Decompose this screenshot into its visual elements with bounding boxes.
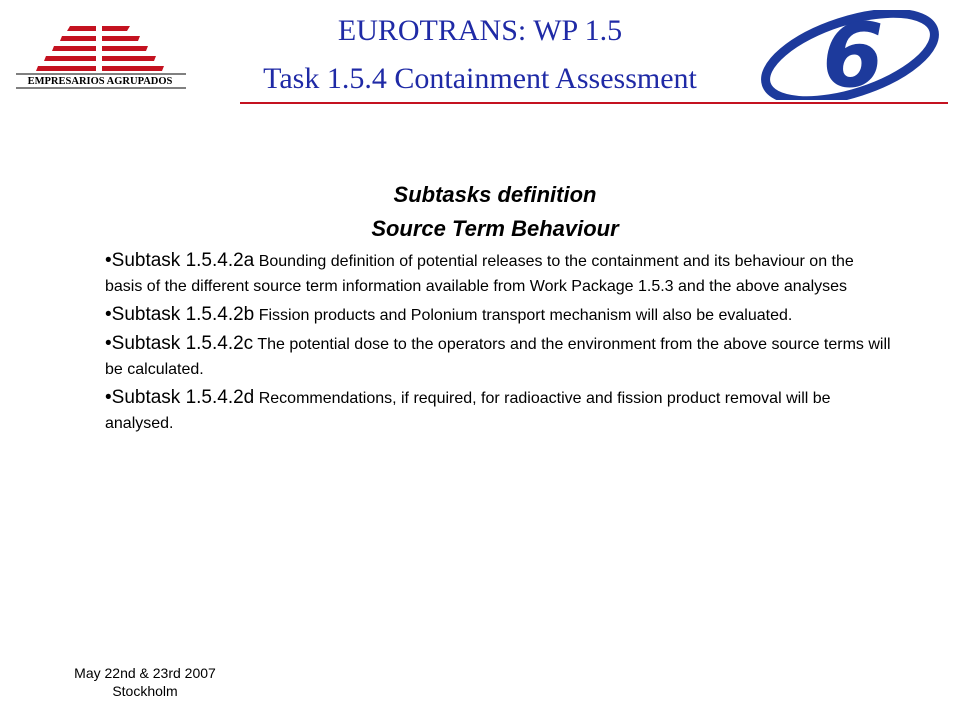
subtask-text: Fission products and Polonium transport mechanism will also be evaluated.	[254, 307, 793, 324]
title-line1: EUROTRANS: WP 1.5	[337, 14, 623, 47]
subtask-item	[105, 302, 895, 328]
subtask-item	[105, 385, 895, 436]
subtask-item	[105, 331, 895, 382]
heading-source-term: Source Term Behaviour	[371, 216, 619, 241]
subtask-text: Bounding definition of potential releases to the containment and its behaviour on the basis of the different source term information available from Work Package 1.5.3 and the above analyses	[105, 253, 854, 295]
subtask-id: •Subtask 1.5.4.2d	[105, 387, 255, 408]
subtask-text: Recommendations, if required, for radioactive and fission product removal will be analysed.	[105, 390, 831, 432]
logo-right-text: 6	[822, 10, 884, 100]
logo-left-text: EMPRESARIOS AGRUPADOS	[27, 76, 173, 87]
subtask-text: The potential dose to the operators and the environment from the above source terms will be calculated.	[105, 336, 891, 378]
subtask-id: •Subtask 1.5.4.2b	[105, 304, 255, 325]
title-line2: Task 1.5.4 Containment Assessment	[263, 62, 697, 95]
footer	[40, 664, 250, 700]
heading-subtasks: Subtasks definition	[393, 182, 597, 207]
footer-location: Stockholm	[112, 683, 178, 699]
footer-date: May 22nd & 23rd 2007	[74, 665, 216, 681]
subtask-list	[105, 248, 895, 439]
fp6-logo	[755, 10, 945, 100]
subtask-item	[105, 248, 895, 299]
header-divider	[240, 102, 948, 104]
subtask-id: •Subtask 1.5.4.2a	[105, 250, 255, 271]
subtask-id: •Subtask 1.5.4.2c	[105, 333, 254, 354]
